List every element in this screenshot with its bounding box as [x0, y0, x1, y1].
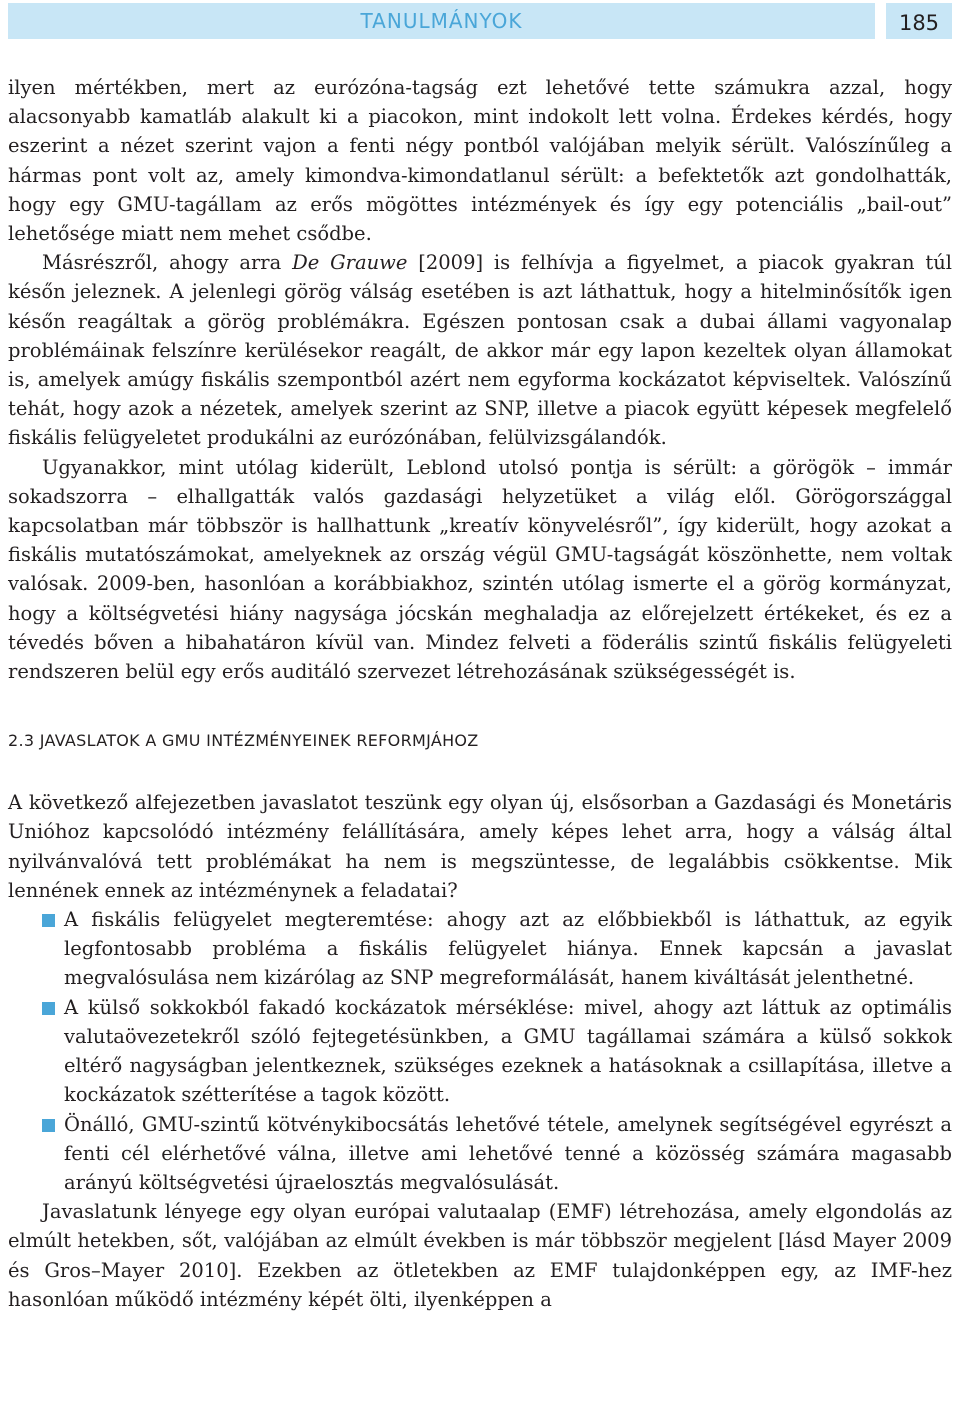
section-heading: 2.3 JAVASLATOK A GMU INTÉZMÉNYEINEK REFORMJÁHOZ — [8, 731, 479, 751]
list-item-text: A fiskális felügyelet megteremtése: ahogy azt az előbbiekből is láthattuk, az egyik legfontosabb probléma a fiskális felügyelet hiánya. Ennek kapcsán a javaslat megvalósulása nem kizárólag az SNP megreformálását, hanem kiváltását jelenthetné. — [64, 908, 952, 990]
intro-paragraph: A következő alfejezetben javaslatot teszünk egy olyan új, elsősorban a Gazdasági és Monetáris Unióhoz kapcsolódó intézmény felállítására, amely képes lehet arra, hogy a válság által nyilvánvalóvá tett problémákat ha nem is megszüntesse, de legalábbis csökkentse. Mik lennének ennek az intézménynek a feladatai? — [8, 791, 952, 902]
list-item — [8, 993, 952, 1110]
paragraph-text: Másrészről, ahogy arra — [42, 251, 293, 275]
body-paragraph: ilyen mértékben, mert az eurózóna-tagság ezt lehetővé tette számukra azzal, hogy alacsonyabb kamatláb alakult ki a piacokon, mint indokolt lett volna. Érdekes kérdés, hogy eszerint a nézet szerint vajon a fenti négy pontból valójában melyik sérült. Valószínűleg a hármas pont volt az, amely kimondva-kimondatlanul sérült: a befektetők azt gondolhatták, hogy egy GMU-tagállam az erős mögöttes intézmények és így egy potenciális „bail-out” lehetősége miatt nem mehet csődbe. — [8, 76, 952, 246]
list-item-text: Önálló, GMU-szintű kötvénykibocsátás lehetővé tétele, amelynek segítségével egyrészt a fenti cél elérhetővé válna, illetve ami lehetővé tenné a közösség számára magasabb arányú költségvetési újraelosztás megvalósulását. — [64, 1112, 952, 1194]
task-list — [8, 905, 952, 1197]
square-bullet-icon — [42, 914, 55, 927]
paragraph-text: [2009] is felhívja a figyelmet, a piacok gyakran túl későn jeleznek. A jelenlegi görög válság esetében is azt láthattuk, hogy a hitelminősítők igen későn reagáltak a görög problémákra. Egészen pontosan csak a dubai állami vagyonalap problémáinak felszínre kerülésekor reagált, de akkor már egy lapon kezeltek olyan államokat is, amelyek amúgy fiskális szempontból azért nem egyforma kockázatot képviseltek. Valószínű tehát, hogy azok a nézetek, amelyek szerint az SNP, illetve a piacok együtt képesek megfelelő fiskális felügyeletet produkálni az eurózónában, felülvizsgálandók. — [8, 251, 952, 450]
closing-paragraph: Javaslatunk lényege egy olyan európai valutaalap (EMF) létrehozása, amely elgondolás az elmúlt hetekben, sőt, valójában az elmúlt években is már többször megjelent [lásd Mayer 2009 és Gros–Mayer 2010]. Ezekben az ötletekben az EMF tulajdonképpen egy, az IMF-hez hasonlóan működő intézmény képét ölti, ilyenképpen a — [8, 1200, 952, 1311]
list-item — [8, 905, 952, 993]
cited-author: De Grauwe — [292, 251, 408, 275]
page-header — [8, 3, 952, 39]
page-number: 185 — [886, 3, 952, 39]
running-title: TANULMÁNYOK — [360, 9, 523, 33]
body-paragraph: Ugyanakkor, mint utólag kiderült, Leblond utolsó pontja is sérült: a görögök – immár sokadszorra – elhallgatták valós gazdasági helyzetüket a világ elől. Görögországgal kapcsolatban már többször is hallhattunk „kreatív könyvelésről”, így kiderült, hogy azokat a fiskális mutatószámokat, amelyeknek az ország végül GMU-tagságát köszönhette, nem voltak valósak. 2009-ben, hasonlóan a korábbiakhoz, szintén utólag ismerte el a görög kormányzat, hogy a költségvetési hiány nagysága jócskán meghaladja az előrejelzett értékeket, és ez a tévedés bőven a hibahatáron kívül van. Mindez felveti a föderális szintű fiskális felügyeleti rendszeren belül egy erős auditáló szervezet létrehozásának szükségességét is. — [8, 455, 952, 684]
article-body — [8, 73, 952, 1314]
body-paragraph — [8, 248, 952, 452]
square-bullet-icon — [42, 1002, 55, 1015]
square-bullet-icon — [42, 1119, 55, 1132]
list-item-text: A külső sokkokból fakadó kockázatok mérséklése: mivel, ahogy azt láttuk az optimális valutaövezetekről szóló fejtegetésünkben, a GMU tagállamai számára a külső sokkok eltérő nagyságban jelentkeznek, szükséges ezeknek a hatásoknak a csillapítása, illetve a kockázatok szétterítése a tagok között. — [64, 995, 952, 1107]
list-item — [8, 1110, 952, 1198]
